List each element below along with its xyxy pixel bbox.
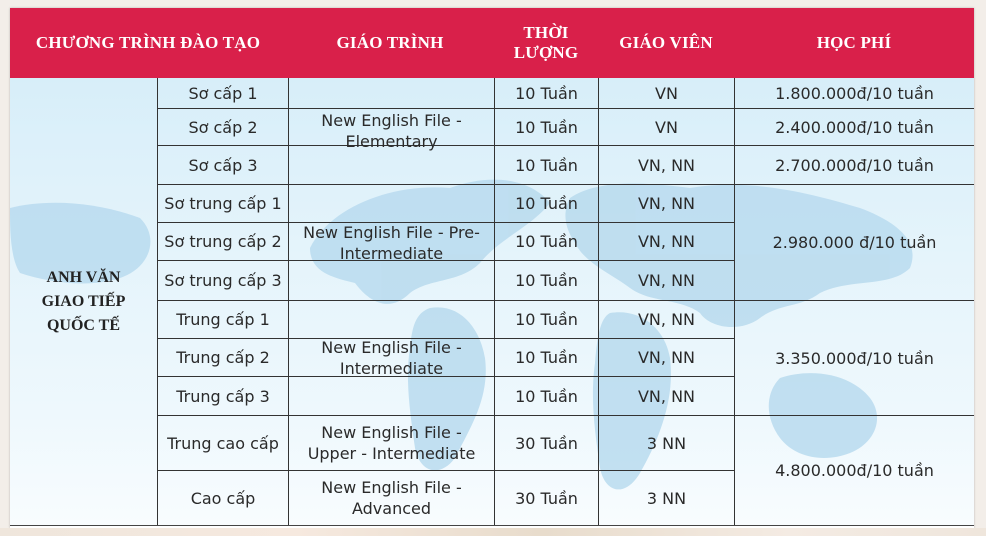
level-name: Trung cấp 3 — [176, 386, 270, 406]
level-name: Trung cấp 2 — [176, 348, 270, 367]
level-name: Sơ cấp 3 — [188, 155, 258, 175]
header-fee: HỌC PHÍ — [816, 33, 892, 52]
category-line1: ANH VĂN — [46, 268, 121, 286]
level-teacher: VN, NN — [637, 348, 696, 367]
header-duration — [494, 8, 598, 78]
level-duration: 10 Tuần — [515, 232, 578, 251]
level-name: Sơ cấp 2 — [188, 117, 258, 137]
level-name: Cao cấp — [190, 488, 256, 508]
level-fee: 2.980.000 đ/10 tuần — [772, 233, 937, 252]
level-duration: 10 Tuần — [515, 155, 578, 175]
textbook-line1: New English File - — [321, 111, 462, 130]
level-duration: 10 Tuần — [515, 194, 578, 213]
header-program: CHƯƠNG TRÌNH ĐÀO TẠO — [35, 33, 261, 52]
level-name: Sơ trung cấp 3 — [164, 271, 282, 290]
level-fee: 3.350.000đ/10 tuần — [775, 348, 934, 368]
textbook-line1: New English File - — [321, 423, 462, 442]
header-textbook: GIÁO TRÌNH — [336, 33, 444, 52]
level-duration: 30 Tuần — [515, 433, 578, 453]
level-duration: 10 Tuần — [515, 348, 578, 367]
textbook-cell — [289, 301, 494, 415]
level-duration: 10 Tuần — [515, 83, 578, 103]
level-duration: 10 Tuần — [515, 271, 578, 290]
category-line2: GIAO TIẾP — [41, 292, 126, 310]
level-teacher: VN — [655, 83, 678, 103]
level-teacher: VN — [655, 117, 678, 137]
level-fee: 2.700.000đ/10 tuần — [775, 155, 934, 175]
level-duration: 10 Tuần — [515, 386, 578, 406]
level-teacher: VN, NN — [637, 232, 696, 251]
level-duration: 10 Tuần — [515, 310, 578, 329]
textbook-line2: Intermediate — [339, 359, 444, 378]
category-cell — [10, 78, 157, 525]
level-fee: 1.800.000đ/10 tuần — [775, 83, 934, 103]
level-name: Sơ cấp 1 — [188, 83, 258, 103]
level-name: Trung cao cấp — [167, 433, 279, 453]
textbook-line2: Elementary — [345, 132, 438, 151]
level-name: Sơ trung cấp 2 — [164, 232, 282, 251]
textbook-line2: Advanced — [351, 499, 432, 518]
textbook-line1: New English File - Pre- — [303, 222, 480, 242]
header-teacher: GIÁO VIÊN — [619, 33, 713, 52]
table-bottom-rule — [10, 525, 974, 526]
textbook-line1: New English File - — [321, 338, 462, 357]
level-teacher: 3 NN — [646, 433, 687, 453]
level-name: Trung cấp 1 — [176, 310, 270, 329]
level-teacher: VN, NN — [637, 271, 696, 290]
textbook-cell — [289, 78, 494, 184]
level-teacher: VN, NN — [637, 310, 696, 329]
textbook-line1: New English File - — [321, 478, 462, 497]
level-fee: 4.800.000đ/10 tuần — [775, 461, 934, 480]
textbook-cell — [289, 416, 494, 470]
header-duration-line2: LƯỢNG — [513, 43, 579, 62]
header-duration-line1: THỜI — [523, 23, 569, 42]
category-line3: QUỐC TẾ — [46, 316, 121, 334]
textbook-line2: Upper - Intermediate — [307, 444, 476, 463]
background-photo-strip — [0, 528, 986, 536]
level-teacher: VN, NN — [637, 194, 696, 213]
level-teacher: VN, NN — [637, 155, 696, 175]
level-teacher: 3 NN — [646, 488, 687, 508]
textbook-line2: Intermediate — [339, 243, 444, 263]
textbook-cell — [289, 185, 494, 300]
level-fee: 2.400.000đ/10 tuần — [775, 117, 934, 137]
level-duration: 30 Tuần — [515, 488, 578, 508]
level-duration: 10 Tuần — [515, 117, 578, 137]
level-name: Sơ trung cấp 1 — [164, 194, 282, 213]
textbook-cell — [289, 471, 494, 525]
level-teacher: VN, NN — [637, 386, 696, 406]
